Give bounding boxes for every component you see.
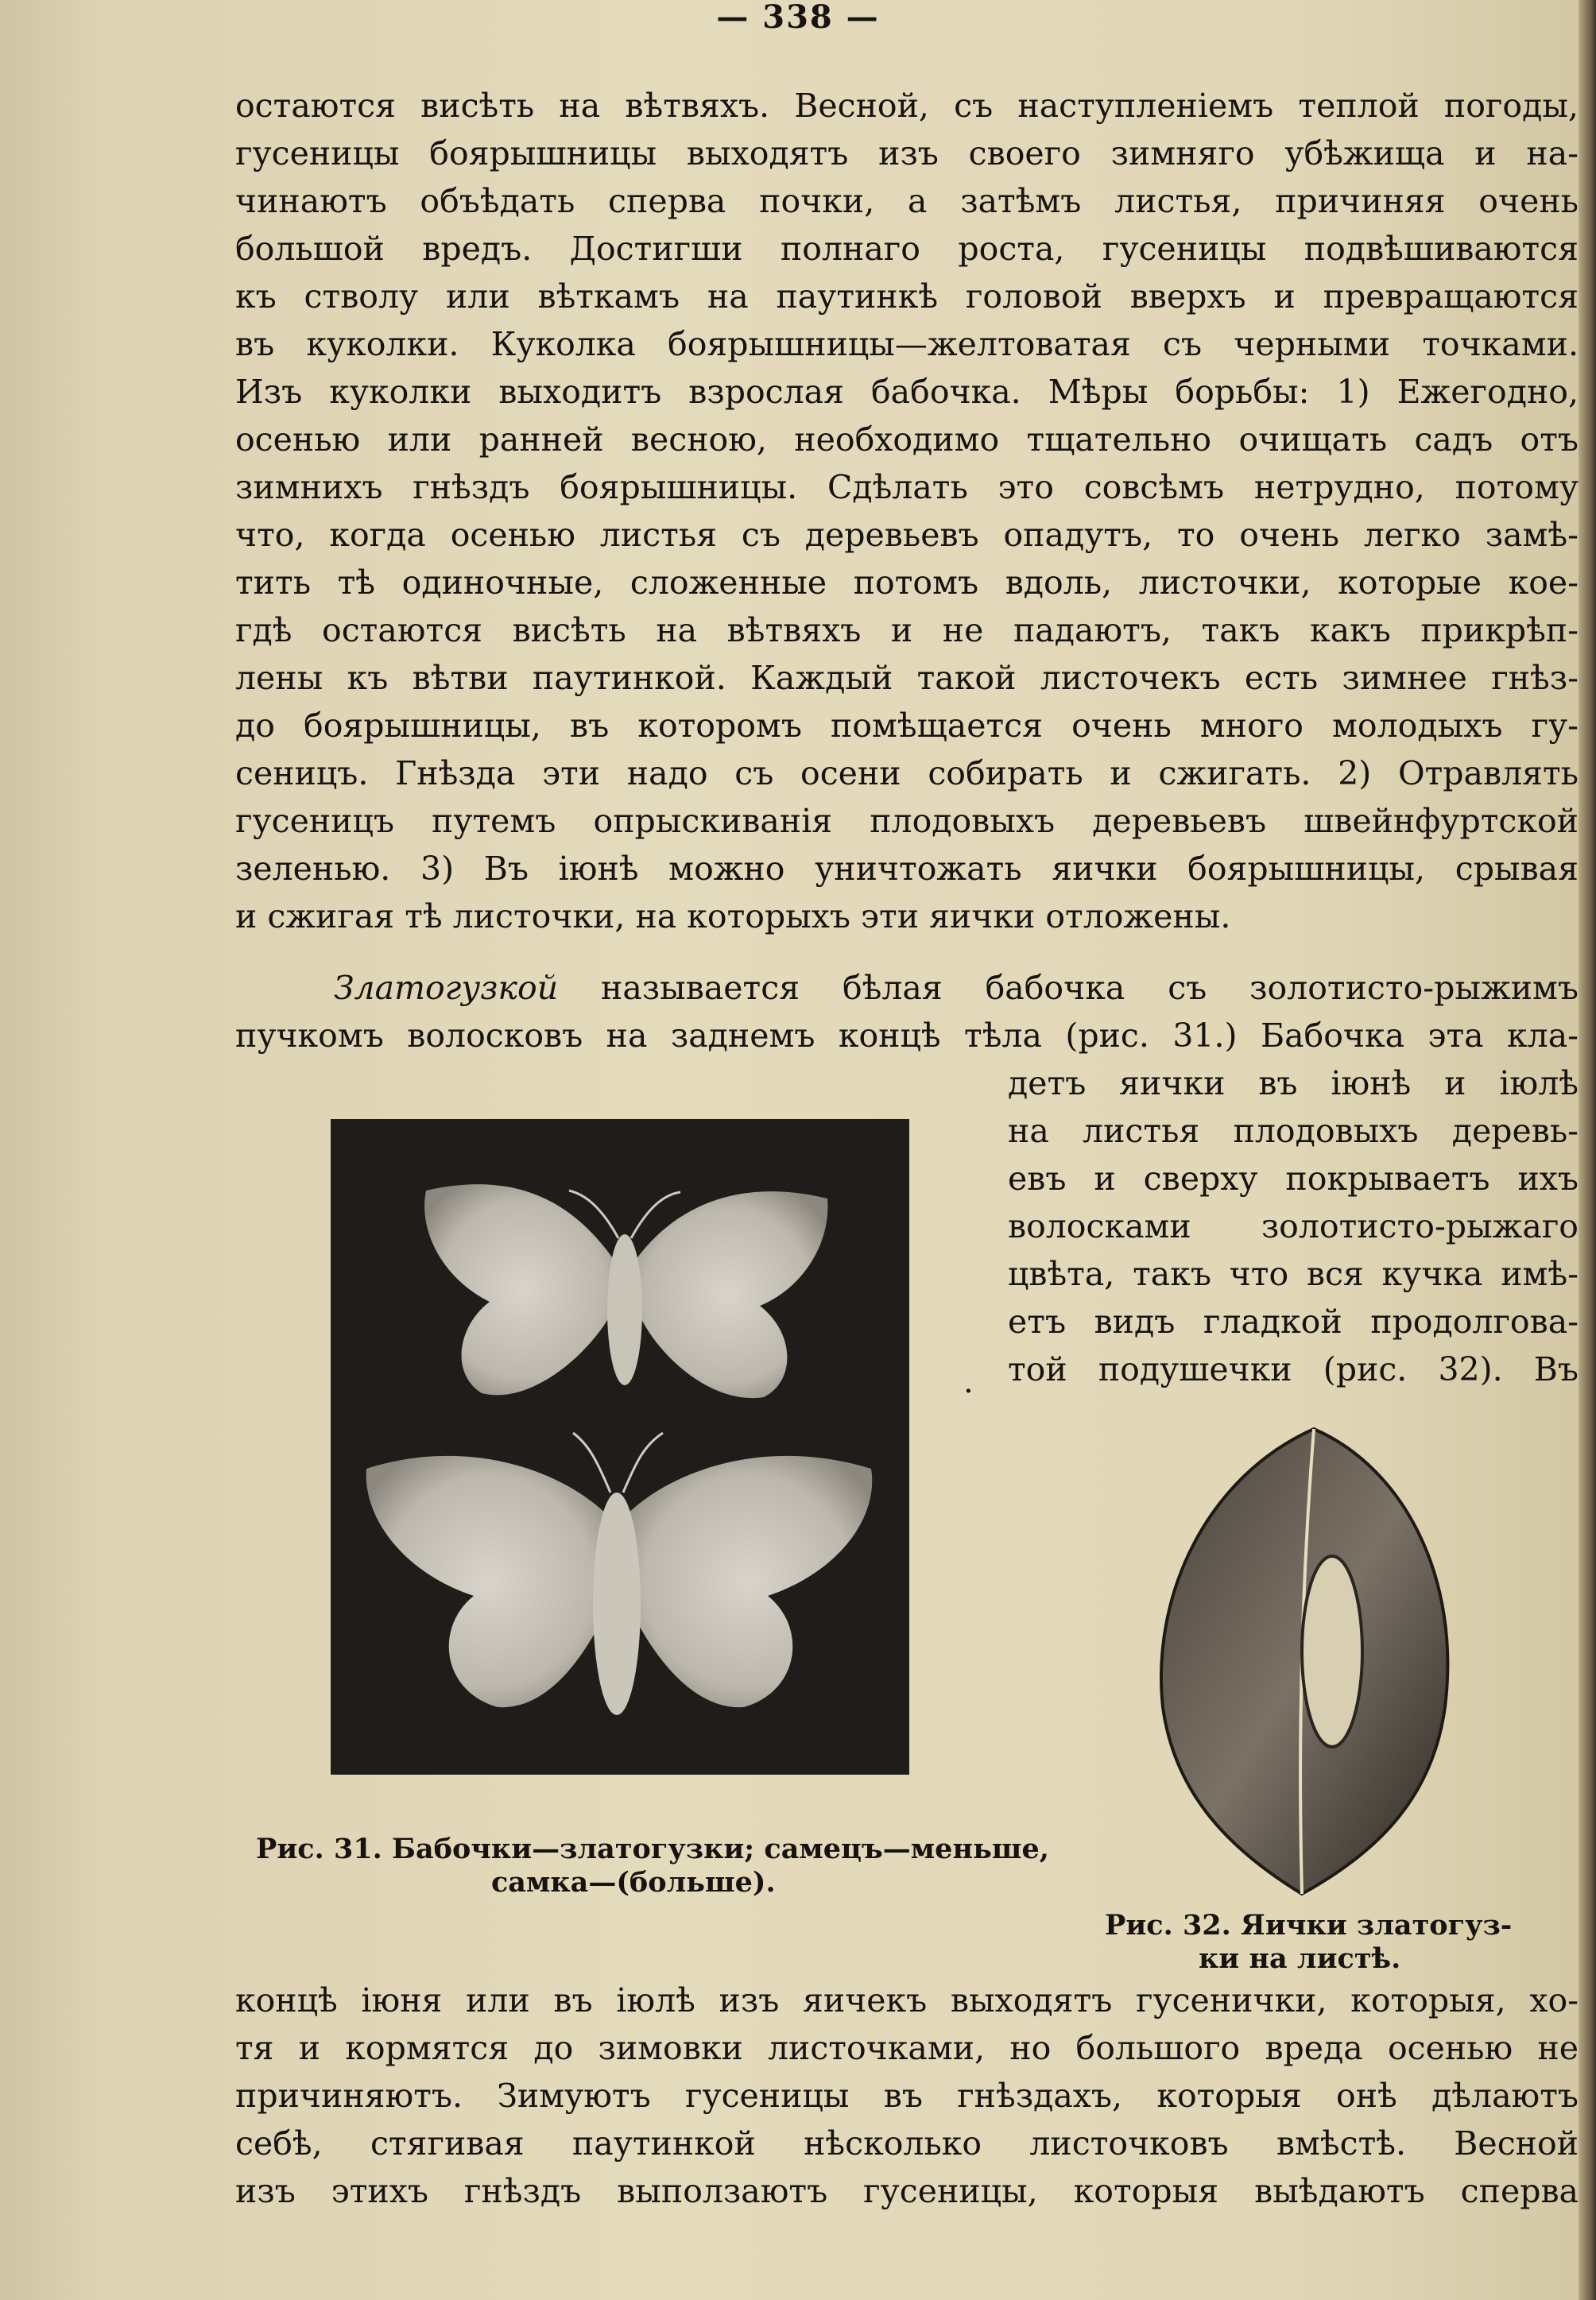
- text-line: до боярышницы, въ которомъ помѣщается очень много молодыхъ гу-: [235, 707, 1579, 745]
- egg-cluster: [1302, 1556, 1362, 1747]
- text-line: къ стволу или вѣткамъ на паутинкѣ головой вверхъ и превращаются: [235, 277, 1579, 316]
- text-line: цвѣта, такъ что вся кучка имѣ-: [1008, 1255, 1579, 1293]
- leaf-drawing: [1143, 1421, 1469, 1906]
- figure-32-caption-line2: ки на листѣ.: [1199, 1942, 1401, 1975]
- text-line: гдѣ остаются висѣть на вѣтвяхъ и не падаютъ, такъ какъ прикрѣп-: [235, 611, 1579, 649]
- text-line: сеницъ. Гнѣзда эти надо съ осени собирать и сжигать. 2) Отравлять: [235, 754, 1579, 792]
- text-line: гусеницы боярышницы выходятъ изъ своего зимняго убѣжища и на-: [235, 134, 1579, 172]
- text-line: остаются висѣть на вѣтвяхъ. Весной, съ наступленіемъ теплой погоды,: [235, 87, 1579, 125]
- text-line: волосками золотисто-рыжаго: [1008, 1207, 1579, 1245]
- text-line: пучкомъ волосковъ на заднемъ концѣ тѣла (рис. 31.) Бабочка эта кла-: [235, 1016, 1579, 1055]
- text-span: называется бѣлая бабочка съ золотисто-рыжимъ: [558, 969, 1579, 1007]
- text-line: большой вредъ. Достигши полнаго роста, гусеницы подвѣшиваются: [235, 230, 1579, 268]
- moths-illustration: [331, 1119, 909, 1775]
- text-line: той подушечки (рис. 32). Въ: [1008, 1350, 1579, 1388]
- figure-32-leaf-illustration: [1143, 1421, 1469, 1906]
- stray-mark: .: [963, 1364, 974, 1400]
- text-line: зимнихъ гнѣздъ боярышницы. Сдѣлать это совсѣмъ нетрудно, потому: [235, 468, 1579, 506]
- text-line: концѣ іюня или въ іюлѣ изъ яичекъ выходятъ гусенички, которыя, хо-: [235, 1981, 1579, 2019]
- text-line: детъ яички въ іюнѣ и іюлѣ: [1008, 1064, 1579, 1102]
- text-line: етъ видъ гладкой продолгова-: [1008, 1303, 1579, 1341]
- figure-31-caption-line1: Рис. 31. Бабочки—златогузки; самецъ—меньше,: [256, 1833, 1049, 1865]
- italic-term: Златогузкой: [334, 969, 559, 1007]
- text-line: причиняютъ. Зимуютъ гусеницы въ гнѣздахъ, которыя онѣ дѣлаютъ: [235, 2077, 1579, 2115]
- text-line: евъ и сверху покрываетъ ихъ: [1008, 1160, 1579, 1198]
- text-line: гусеницъ путемъ опрыскиванія плодовыхъ деревьевъ швейнфуртской: [235, 802, 1579, 840]
- page-number: — 338 —: [716, 0, 880, 36]
- text-line: Изъ куколки выходитъ взрослая бабочка. Мѣры борьбы: 1) Ежегодно,: [235, 373, 1579, 411]
- text-line: [334, 966, 1579, 1009]
- text-line: себѣ, стягивая паутинкой нѣсколько листочковъ вмѣстѣ. Весной: [235, 2124, 1579, 2163]
- text-line: въ куколки. Куколка боярышницы—желтоватая съ черными точками.: [235, 325, 1579, 363]
- figure-32-caption-line1: Рис. 32. Яички златогуз-: [1105, 1909, 1513, 1942]
- text-line: чинаютъ объѣдать сперва почки, а затѣмъ листья, причиняя очень: [235, 182, 1579, 220]
- text-line: зеленью. 3) Въ іюнѣ можно уничтожать яички боярышницы, срывая: [235, 850, 1579, 888]
- text-line: и сжигая тѣ листочки, на которыхъ эти яички отложены.: [235, 897, 1231, 935]
- text-line: тя и кормятся до зимовки листочками, но большого вреда осенью не: [235, 2029, 1579, 2067]
- text-line: что, когда осенью листья съ деревьевъ опадутъ, то очень легко замѣ-: [235, 516, 1579, 554]
- text-line: осенью или ранней весною, необходимо тщательно очищать садъ отъ: [235, 420, 1579, 459]
- figure-31-caption-line2: самка—(больше).: [491, 1866, 776, 1899]
- book-spine: [1579, 0, 1596, 2300]
- text-line: лены къ вѣтви паутинкой. Каждый такой листочекъ есть зимнее гнѣз-: [235, 659, 1579, 697]
- text-line: тить тѣ одиночные, сложенные потомъ вдоль, листочки, которые кое-: [235, 563, 1579, 602]
- figure-31-moths-photo: [331, 1119, 909, 1775]
- text-line: на листья плодовыхъ деревь-: [1008, 1112, 1579, 1150]
- text-line: изъ этихъ гнѣздъ выползаютъ гусеницы, которыя выѣдаютъ сперва: [235, 2172, 1579, 2210]
